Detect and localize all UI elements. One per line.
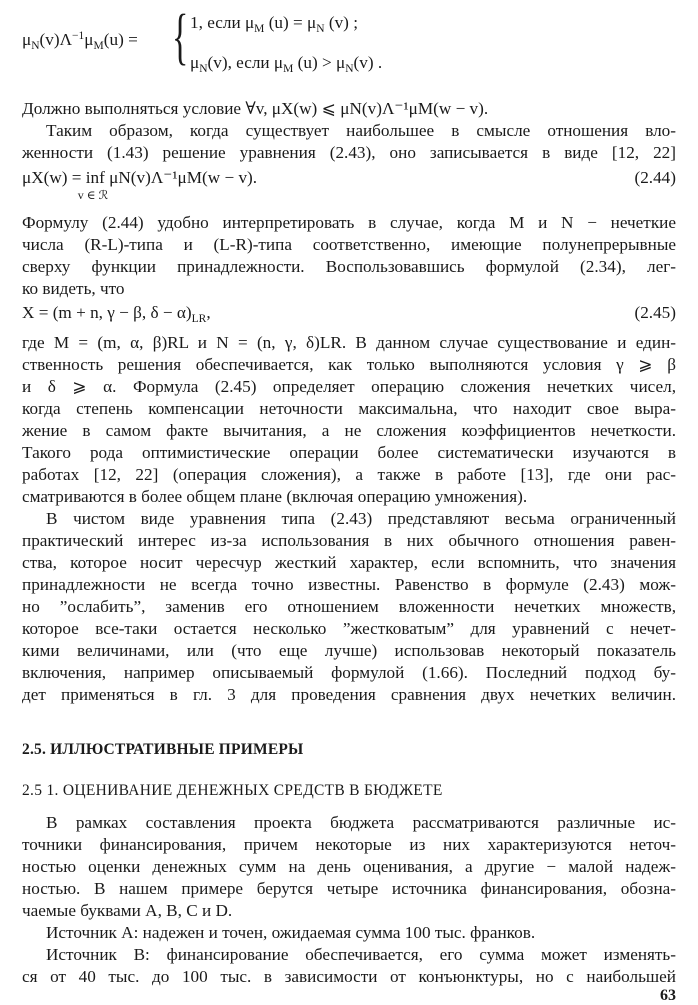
para4-line: принадлежности не всегда точно известны. Равенство в формуле (2.43) мож-	[22, 575, 676, 594]
eq244-number: (2.44)	[634, 168, 676, 187]
equation-2-44	[22, 167, 676, 202]
subsection-title: 2.5 1. ОЦЕНИВАНИЕ ДЕНЕЖНЫХ СРЕДСТВ В БЮДЖЕТЕ	[22, 782, 443, 799]
para5-line: В рамках составления проекта бюджета рассматриваются различные ис-	[46, 813, 676, 832]
eq244-inf	[77, 168, 109, 202]
para1-line: Таким образом, когда существует наибольшее в смысле отношения вло-	[46, 121, 676, 140]
para4-line: ства, которое носит чересчур жесткий характер, если вспомнить, что значения	[22, 553, 676, 572]
para4-line: включения, например описываемый формулой (1.66). Последний подход бу-	[22, 663, 676, 682]
para3-line: где M = (m, α, β)RL и N = (n, γ, δ)LR. В данном случае существование и един-	[22, 333, 676, 352]
para5-line: чаемые буквами A, B, C и D.	[22, 901, 233, 920]
para1-line: женности (1.43) решение уравнения (2.43), оно записывается в виде [12, 22]	[22, 143, 676, 162]
para3-line: когда степень компенсации неточности максимальна, что находит свое выра-	[22, 399, 676, 418]
formula-case-2: $\mu_N(v)$, если $\mu_M$ $(u) > \mu_N(v)$ .	[190, 53, 383, 75]
condition-line: Должно выполняться условие ∀v, μX(w) ⩽ μN(v)Λ⁻¹μM(w − v).	[22, 99, 489, 118]
formula-case-1: 1, если $\mu_M$ $(u) = \mu_N$ (v) ;	[190, 13, 358, 35]
para3-line: сматриваются в более общем плане (включая операцию умножения).	[22, 487, 528, 506]
para3-line: работах [12, 22] (операция сложения), а также в работе [13], где они рас-	[22, 465, 676, 484]
para4-line: практический интерес из-за использования в них обычного отношения равен-	[22, 531, 676, 550]
section-title: 2.5. ИЛЛЮСТРАТИВНЫЕ ПРИМЕРЫ	[22, 741, 304, 758]
eq244-op: inf	[85, 168, 105, 187]
eq245-tail: ,	[206, 303, 211, 322]
para2-line: Формулу (2.44) удобно интерпретировать в случае, когда M и N − нечеткие	[22, 213, 676, 232]
para3-line: и δ ⩾ α. Формула (2.45) определяет операцию сложения нечетких чисел,	[22, 377, 676, 396]
para3-line: ственность решения обеспечивается, как только выполняются условия γ ⩾ β	[22, 355, 676, 374]
para7-line: ся от 40 тыс. до 100 тыс. в зависимости от конъюнктуры, но с наибольшей	[22, 967, 676, 986]
para2-line: сверху функции принадлежности. Воспользовавшись формулой (2.34), лег-	[22, 257, 676, 276]
para3-line: Такого рода оптимистические операции более систематически изучаются в	[22, 443, 676, 462]
formula-top-lhs: $\mu_N(v)\Lambda^{-1}\mu_M(u)$ =	[22, 30, 138, 52]
para4-line: дет применяться в гл. 3 для проведения сравнения двух нечетких величин.	[22, 685, 676, 704]
para2-line: ко видеть, что	[22, 279, 125, 298]
para6-line: Источник A: надежен и точен, ожидаемая сумма 100 тыс. франков.	[46, 923, 536, 942]
eq245-text: X = (m + n, γ − β, δ − α)	[22, 303, 192, 322]
para4-line: кими величинами, или (что еще лучше) использовав некоторый показатель	[22, 641, 676, 660]
equation-2-45	[22, 302, 676, 326]
para5-line: ностью. В нашем примере берутся четыре источника финансирования, обозна-	[22, 879, 676, 898]
para5-line: ностью оценки денежных сумм на день оценивания, а другие − малой надеж-	[22, 857, 676, 876]
formula-brace: {	[172, 3, 189, 71]
para4-line: которое все-таки остается несколько ”жестковатым” для уравнений с нечет-	[22, 619, 676, 638]
eq245-number: (2.45)	[634, 303, 676, 322]
eq244-rhs: μN(v)Λ⁻¹μM(w − v).	[109, 168, 258, 187]
eq245-sub: LR	[191, 313, 207, 325]
eq244-under: v ∈ ℛ	[77, 188, 109, 202]
para2-line: числа (R-L)-типа и (L-R)-типа соответственно, имеющие полунепрерывные	[22, 235, 676, 254]
page-number: 63	[660, 987, 676, 1004]
para7-line: Источник B: финансирование обеспечивается, его сумма может изменять-	[46, 945, 676, 964]
para4-line: В чистом виде уравнения типа (2.43) представляют весьма ограниченный	[46, 509, 676, 528]
eq244-lhs: μX(w) =	[22, 168, 82, 187]
para4-line: но ”ослабить”, заменив его отношением вложенности нечетких множеств,	[22, 597, 676, 616]
para5-line: точники финансирования, причем некоторые из них характеризуются неточ-	[22, 835, 676, 854]
para3-line: жение в самом факте вычитания, а не сложения коэффициентов нечеткости.	[22, 421, 676, 440]
